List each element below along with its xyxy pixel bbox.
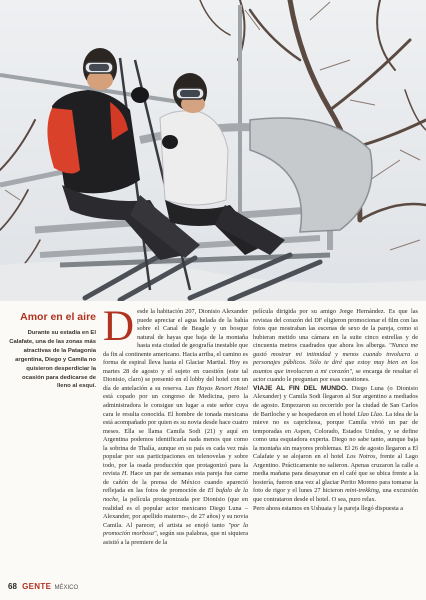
hotel-name: Las Hayas Resort Hotel xyxy=(185,384,248,392)
text: , la película protagonizada por Dionisio (que en realidad es el popular actor mexicano Diego Luna –Alexander, por apellido materno–, de 27 años) y su novia Camila. Al parecer, el artista se enojó tanto xyxy=(103,496,248,529)
text: , según sus palabras, que ni siquiera asistió a la premiere de la xyxy=(103,530,248,546)
article-column-2 xyxy=(253,308,418,513)
magazine-name: H xyxy=(121,470,127,478)
quote: "por la promoción morbosa" xyxy=(103,521,248,538)
activity-name: mini-trekking xyxy=(345,487,379,495)
drop-cap: D xyxy=(103,303,135,350)
subheading: VIAJE AL FIN DEL MUNDO. xyxy=(253,384,348,392)
paragraph xyxy=(253,385,418,505)
text: Hace un par de semanas esta pareja fue carne de cañón de la prensa de México cuando apareció reflejada en las fotos de promoción de xyxy=(103,470,248,495)
text: , frente al Lago Argentino. Prácticamente no salieron. Apenas cruzaron la calle a media mañana para desayunar en el café que se ubica frente a la hostería, fueron una vez al glaciar Perito Moreno para tomarse la foto de rigor y el lunes 27 hicieron xyxy=(253,453,419,495)
sidebar-title: Amor en el aire xyxy=(20,311,96,323)
text: película dirigida por su amigo Jorge Hernández. Es que las revistas del corazón del DF eligieron promocionar el film con las fotos que mostraban las escenas de sexo de la pareja, como si hubieran metido una cámara en la suite cinco estrellas y de cincuenta metros cuadrados que ahora los alberga. xyxy=(253,308,418,350)
paragraph xyxy=(253,308,418,385)
sidebar-text: Durante su estadía en El Calafate, una de las zonas más atractivas de la Patagonia argentina, Diego y Camila no quisieron desperdiciar la ocasión para dedicarse de lleno al esquí. xyxy=(9,330,96,390)
text: , se encarga de resaltar el actor cuando le preguntan por esas cuestiones. xyxy=(253,367,419,384)
text: , una excursión que contrataron desde el hotel. O sea, puro relax. xyxy=(253,487,419,504)
text: está copado por un congreso de Medicina, pero la administradora le consigue un lugar a este señor cuya cara le resulta conocida. El hombre de tonada mexicana está acompañado por quien es su novia desde hace cuatro meses. Ella se llama Camila Sodi (21) y aquí en Argentina podemos identificarla nada menos que como la sobrina de Thalía, aunque en su país es cada vez más popular por sus participaciones en telenovelas y sobre todo, por la osada producción que protagonizó para la revista xyxy=(103,393,248,478)
magazine-edition: MÉXICO xyxy=(54,585,79,591)
text: . La idea de la mieve no es caprichosa, porque Camila vivió un par de temporadas en Aspen, Colorado, Estados Unidos, y se define como una esquiadora experta. Diego no sabe tanto, aunque baja la montaña sin mayores problemas. El 26 de agosto llegaron a El Calafate y se alojaron en el hotel xyxy=(253,410,418,461)
text: Pero ahora estamos en Ushuaia y la pareja llegó dispuesta a xyxy=(253,504,404,512)
page-footer xyxy=(8,582,78,591)
text: Diego Luna (o Dionisio Alexander) y Camila Sodi llegaron al Sur argentino a mediados de agosto. Empezaron su recorrido por la ciudad de San Carlos de Bariloche y se hospedaron en el hotel xyxy=(253,384,418,418)
paragraph: esde la habitación 207, Dionisio Alexander puede apreciar el agua helada de la bahía sobre el Canal de Beagle y un bosque natural de hayas que baja de la montaña hasta esta ciudad de geografía inestable que da fin al continente americano. Hacia arriba, el camino es forma de espiral lleva hasta el Glaciar Martial. Hoy es martes 28 de agosto y el sujeto en cuestión (este tal Dionisio, claro) se presentó en el lobby del hotel con un día de antelación a su reserva. Las Hayas Resort Hotel está copado por un congreso de Medicina, pero la administradora le consigue un lugar a este señor cuya cara le resulta conocida. El hombre de tonada mexicana está acompañado por quien es su novia desde hace cuatro meses. Ella se llama Camila Sodi (21) y aquí en Argentina podemos identificarla nada menos que como la sobrina de Thalía, aunque en su país es cada vez más popular por sus participaciones en telenovelas y sobre todo, por la osada producción que protagonizó para la revista H. Hace un par de semanas esta pareja fue carne de cañón de la prensa de México cuando apareció reflejada en las fotos de promoción de El bufalo de la noche, la película protagonizada por Dionisio (que en realidad es el popular actor mexicano Diego Luna –Alexander, por apellido materno–, de 27 años) y su novia Camila. Al parecer, el artista se enojó tanto "por la promoción morbosa", según sus palabras, que ni siquiera asistió a la premiere de la xyxy=(103,308,248,546)
hotel-name: Los Notros xyxy=(346,453,376,461)
quote: "Nunca me gustó mostrar mi intimidad y menos cuando involucra a personajes públicos. Sólo te diré que estoy muy bien en los asuntos que involucran a mi corazón" xyxy=(253,342,418,375)
film-title: El bufalo de la noche xyxy=(103,487,248,504)
magazine-logo: GENTE xyxy=(22,582,52,591)
text: esde la habitación 207, Dionisio Alexander puede apreciar el agua helada de la bahía sobre el Canal de Beagle y un bosque natural de hayas que baja de la montaña hasta esta ciudad de geografía inestable que da fin al continente americano. Hacia arriba, el camino es forma de espiral lleva hasta el Glaciar Martial. Hoy es martes 28 de agosto y el sujeto en cuestión (este tal Dionisio, claro) se presentó en el lobby del hotel con un día de antelación a su reserva. xyxy=(103,308,248,392)
paragraph xyxy=(253,505,418,514)
page-number: 68 xyxy=(8,582,17,591)
sidebar xyxy=(8,311,96,391)
article-column-1 xyxy=(103,303,248,547)
hotel-name: Llao Llao xyxy=(357,410,383,418)
